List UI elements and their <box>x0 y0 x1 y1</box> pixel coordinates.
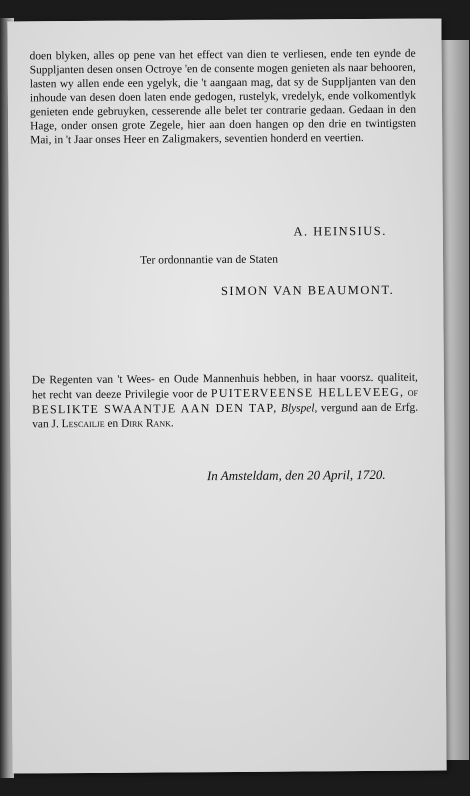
notice-of-word: of <box>407 386 419 399</box>
play-title-part-1: PUITERVEENSE HELLEVEEG, <box>210 384 405 401</box>
notice-en: en <box>107 417 119 430</box>
signature-beaumont: SIMON VAN BEAUMONT. <box>220 282 395 299</box>
printer-name-1: J. Lescailje <box>51 417 105 431</box>
dateline: In Amsteldam, den 20 April, 1720. <box>206 466 386 484</box>
notice-line-1: De Regenten van 't Wees- en Oude Mannenhuis hebben, in haar voorsz. qualiteit, het recht van deeze Privilegie voor de <box>31 371 418 402</box>
notice-line-3: vergund aan de Erfg. van <box>32 401 419 431</box>
printer-name-2: Dirk Rank. <box>121 417 174 430</box>
play-genre: Blyspel, <box>280 402 318 415</box>
play-title-part-2: BESLIKTE SWAANTJE AAN DEN TAP, <box>32 400 278 417</box>
regenten-notice <box>32 371 418 432</box>
ordonnantie-line: Ter ordonnantie van de Staten <box>140 253 278 267</box>
privilege-body-text: doen blyken, alles op pene van het effect van dien te verliesen, ende ten eynde de Suppljanten desen onsen Octroye 'en de consente mogen genieten als naar behooren, lasten wy allen ende een ygelyk, die 't aangaan mag, dat sy de Suppljanten van den inhoude van desen doen laten ende gedogen, rustelyk, vredelyk, ende volkomentlyk genieten ende gebruyken, cesserende alle belet ter contrarie gedaan. Gedaan in den Hage, onder onsen grote Zegele, hier aan doen hangen op den drie en twintigsten Mai, in 't Jaar onses Heer en Zaligmakers, seventien honderd en veertien. <box>29 47 417 147</box>
signature-heinsius: A. HEINSIUS. <box>293 223 387 239</box>
book-page <box>7 18 446 773</box>
